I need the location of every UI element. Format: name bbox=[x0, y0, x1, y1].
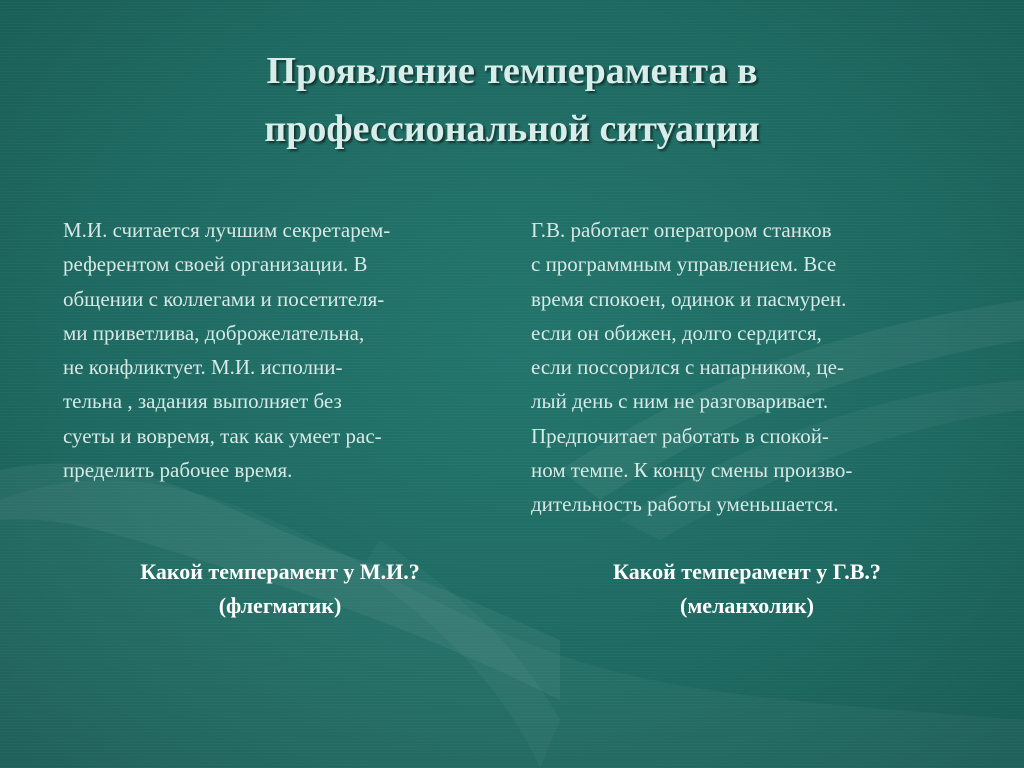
right-text-line: с программным управлением. Все bbox=[531, 252, 837, 277]
left-text-line: суеты и вовремя, так как умеет рас- bbox=[63, 423, 382, 448]
slide-title bbox=[90, 42, 934, 158]
right-case-text bbox=[531, 213, 971, 522]
right-text-line: если поссорился с напарником, це- bbox=[531, 355, 844, 380]
right-text-line: лый день с ним не разговаривает. bbox=[531, 389, 829, 414]
left-case-text bbox=[63, 213, 503, 487]
right-text-line: Г.В. работает оператором станков bbox=[531, 218, 832, 242]
right-question: Какой темперамент у Г.В.? bbox=[613, 559, 881, 584]
title-line-2: профессиональной ситуации bbox=[264, 108, 760, 150]
left-text-line: пределить рабочее время. bbox=[63, 458, 293, 483]
right-text-line: Предпочитает работать в спокой- bbox=[531, 423, 829, 448]
left-question-block bbox=[60, 555, 500, 623]
left-text-line: общении с коллегами и посетителя- bbox=[63, 286, 385, 311]
right-question-block bbox=[527, 555, 967, 623]
title-line-1: Проявление темперамента в bbox=[266, 50, 758, 92]
left-text-line: референтом своей организации. В bbox=[63, 252, 368, 277]
left-answer: (флегматик) bbox=[218, 593, 342, 618]
left-text-line: М.И. считается лучшим секретарем- bbox=[63, 218, 391, 242]
left-question: Какой темперамент у М.И.? bbox=[140, 559, 420, 584]
right-answer: (меланхолик) bbox=[680, 593, 814, 618]
right-text-line: если он обижен, долго сердится, bbox=[531, 320, 822, 345]
right-text-line: время спокоен, одинок и пасмурен. bbox=[531, 286, 847, 311]
right-text-line: ном темпе. К концу смены произво- bbox=[531, 458, 853, 483]
left-text-line: тельна , задания выполняет без bbox=[63, 389, 342, 414]
right-text-line: дительность работы уменьшается. bbox=[531, 492, 839, 517]
left-text-line: ми приветлива, доброжелательна, bbox=[63, 320, 365, 345]
left-text-line: не конфликтует. М.И. исполни- bbox=[63, 355, 343, 380]
